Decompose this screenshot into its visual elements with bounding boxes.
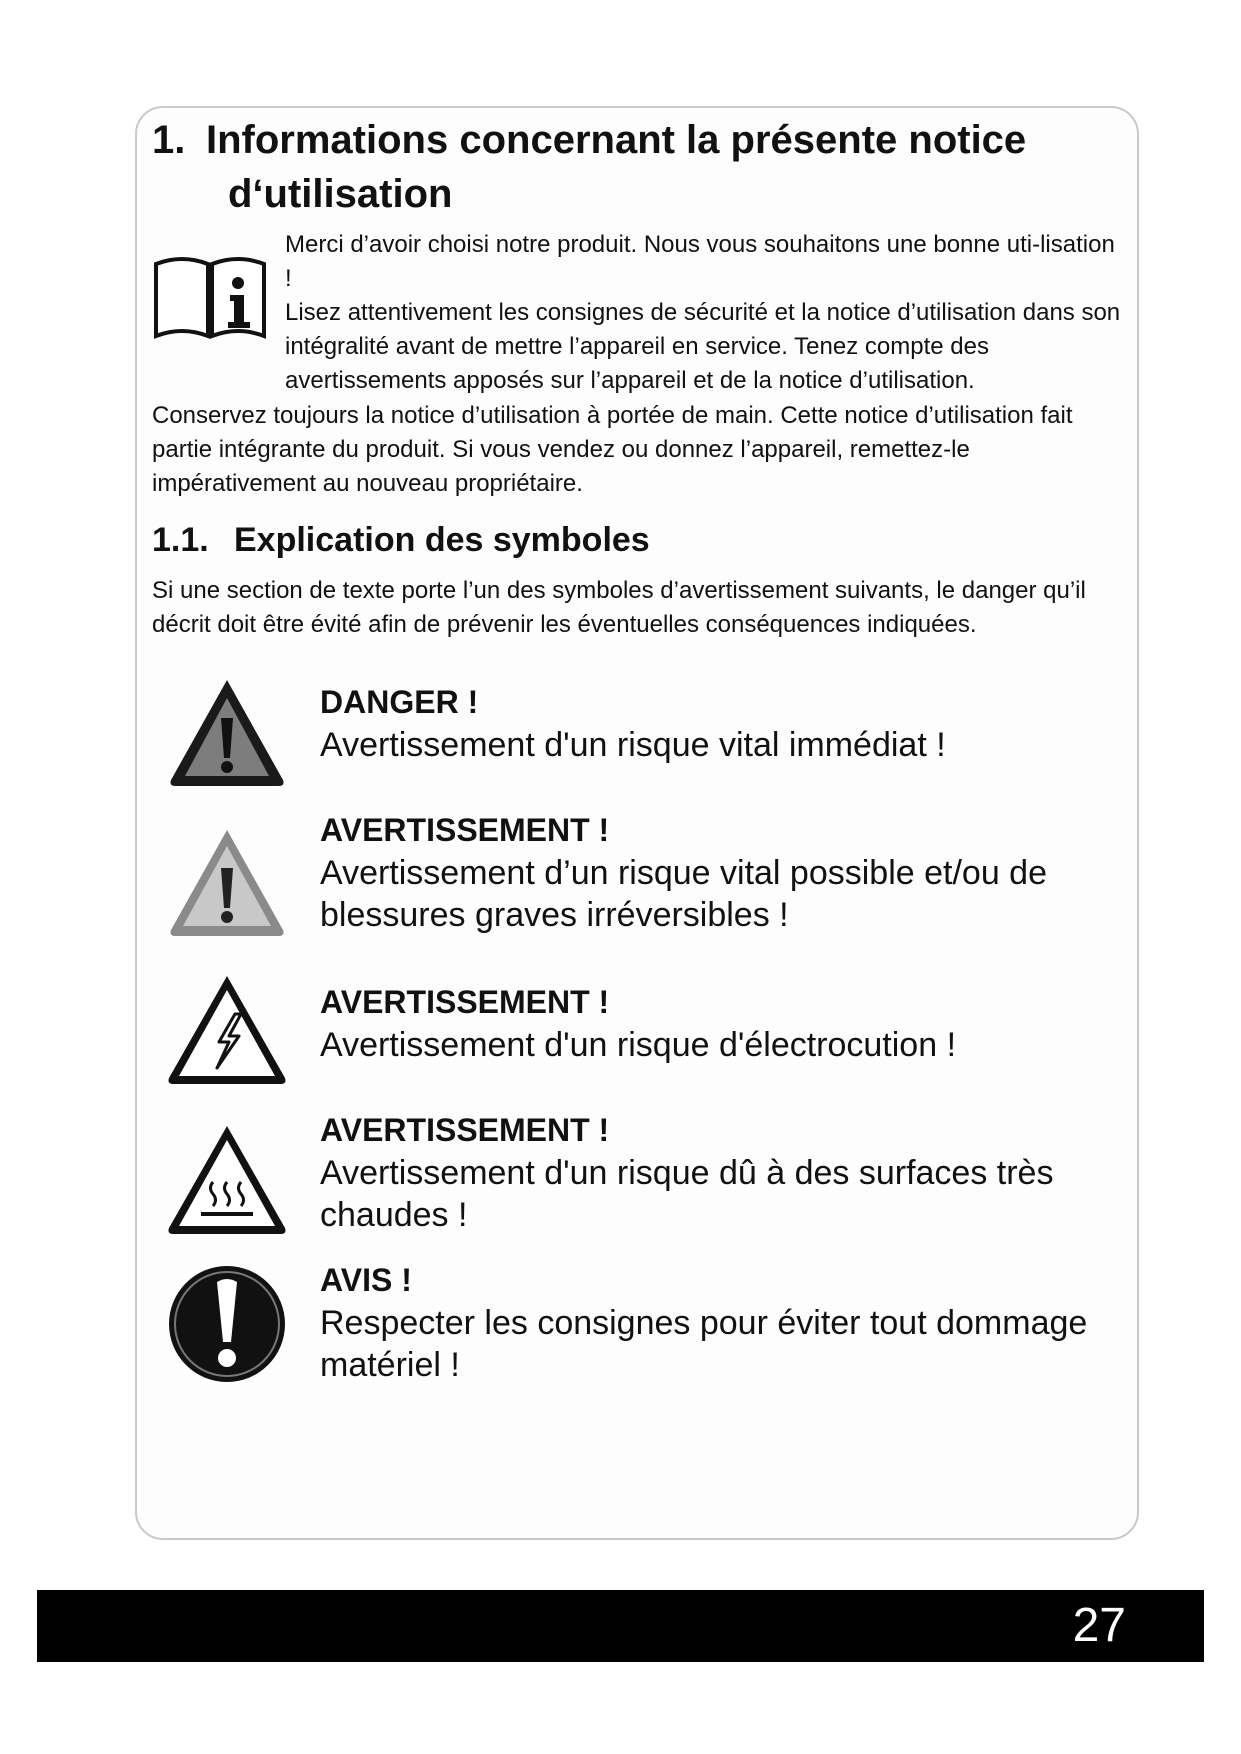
section-1-title-line2: d‘utilisation: [228, 172, 453, 216]
symbol-notice-title: AVIS !: [320, 1262, 412, 1298]
symbol-warning-desc: Avertissement d’un risque vital possible et/ou de blessures graves irréversibles !: [320, 854, 1047, 934]
symbol-electric-desc: Avertissement d'un risque d'électrocution !: [320, 1026, 957, 1064]
manual-info-icon: [152, 250, 268, 340]
intro-block: [285, 228, 1125, 398]
hot-surface-icon: [165, 1120, 289, 1244]
symbol-notice-desc: Respecter les consignes pour éviter tout dommage matériel !: [320, 1304, 1088, 1384]
symbol-danger: [320, 680, 1120, 766]
section-1-number: 1.: [152, 118, 186, 162]
section-1-title-line1: Informations concernant la présente notice: [206, 118, 1027, 162]
keep-manual-paragraph: Conservez toujours la notice d’utilisation à portée de main. Cette notice d’utilisation fait partie intégrante du produit. Si vous vendez ou donnez l’appareil, remettez-le impérativement au nouveau propriétaire.: [152, 402, 1073, 497]
intro-read-carefully-text: Lisez attentivement les consignes de sécurité et la notice d’utilisation dans son intégralité avant de mettre l’appareil en service. Tenez compte des avertissements apposés sur l’appareil et de la notice d’utilisation.: [285, 299, 1121, 394]
symbol-warning-title: AVERTISSEMENT !: [320, 812, 610, 848]
symbol-hot-surface-desc: Avertissement d'un risque dû à des surfaces très chaudes !: [320, 1154, 1054, 1234]
danger-triangle-icon: [165, 672, 289, 796]
symbol-danger-desc: Avertissement d'un risque vital immédiat !: [320, 726, 946, 764]
section-1-1-heading: [152, 518, 1112, 562]
warning-triangle-icon: [165, 822, 289, 946]
symbol-hot-surface-title: AVERTISSEMENT !: [320, 1112, 610, 1148]
section-1-1-number: 1.1.: [152, 521, 209, 559]
intro-thanks-text: Merci d’avoir choisi notre produit. Nous vous souhaitons une bonne uti-lisation !: [285, 231, 1115, 292]
section-1-1-title: Explication des symboles: [234, 521, 650, 559]
symbol-electric: [320, 980, 1120, 1066]
symbols-intro-paragraph: Si une section de texte porte l’un des symboles d’avertissement suivants, le danger qu’il décrit doit être évité afin de prévenir les éventuelles conséquences indiquées.: [152, 577, 1086, 638]
section-1-heading: [152, 113, 1112, 221]
symbol-hot-surface: [320, 1108, 1120, 1236]
symbol-danger-title: DANGER !: [320, 684, 479, 720]
symbol-notice: [320, 1258, 1120, 1386]
symbol-warning: [320, 808, 1120, 936]
footer-bar: [37, 1590, 1204, 1662]
electric-shock-icon: [165, 970, 289, 1094]
page-number: 27: [1072, 1599, 1126, 1652]
notice-exclamation-icon: [165, 1262, 289, 1386]
symbol-electric-title: AVERTISSEMENT !: [320, 984, 610, 1020]
